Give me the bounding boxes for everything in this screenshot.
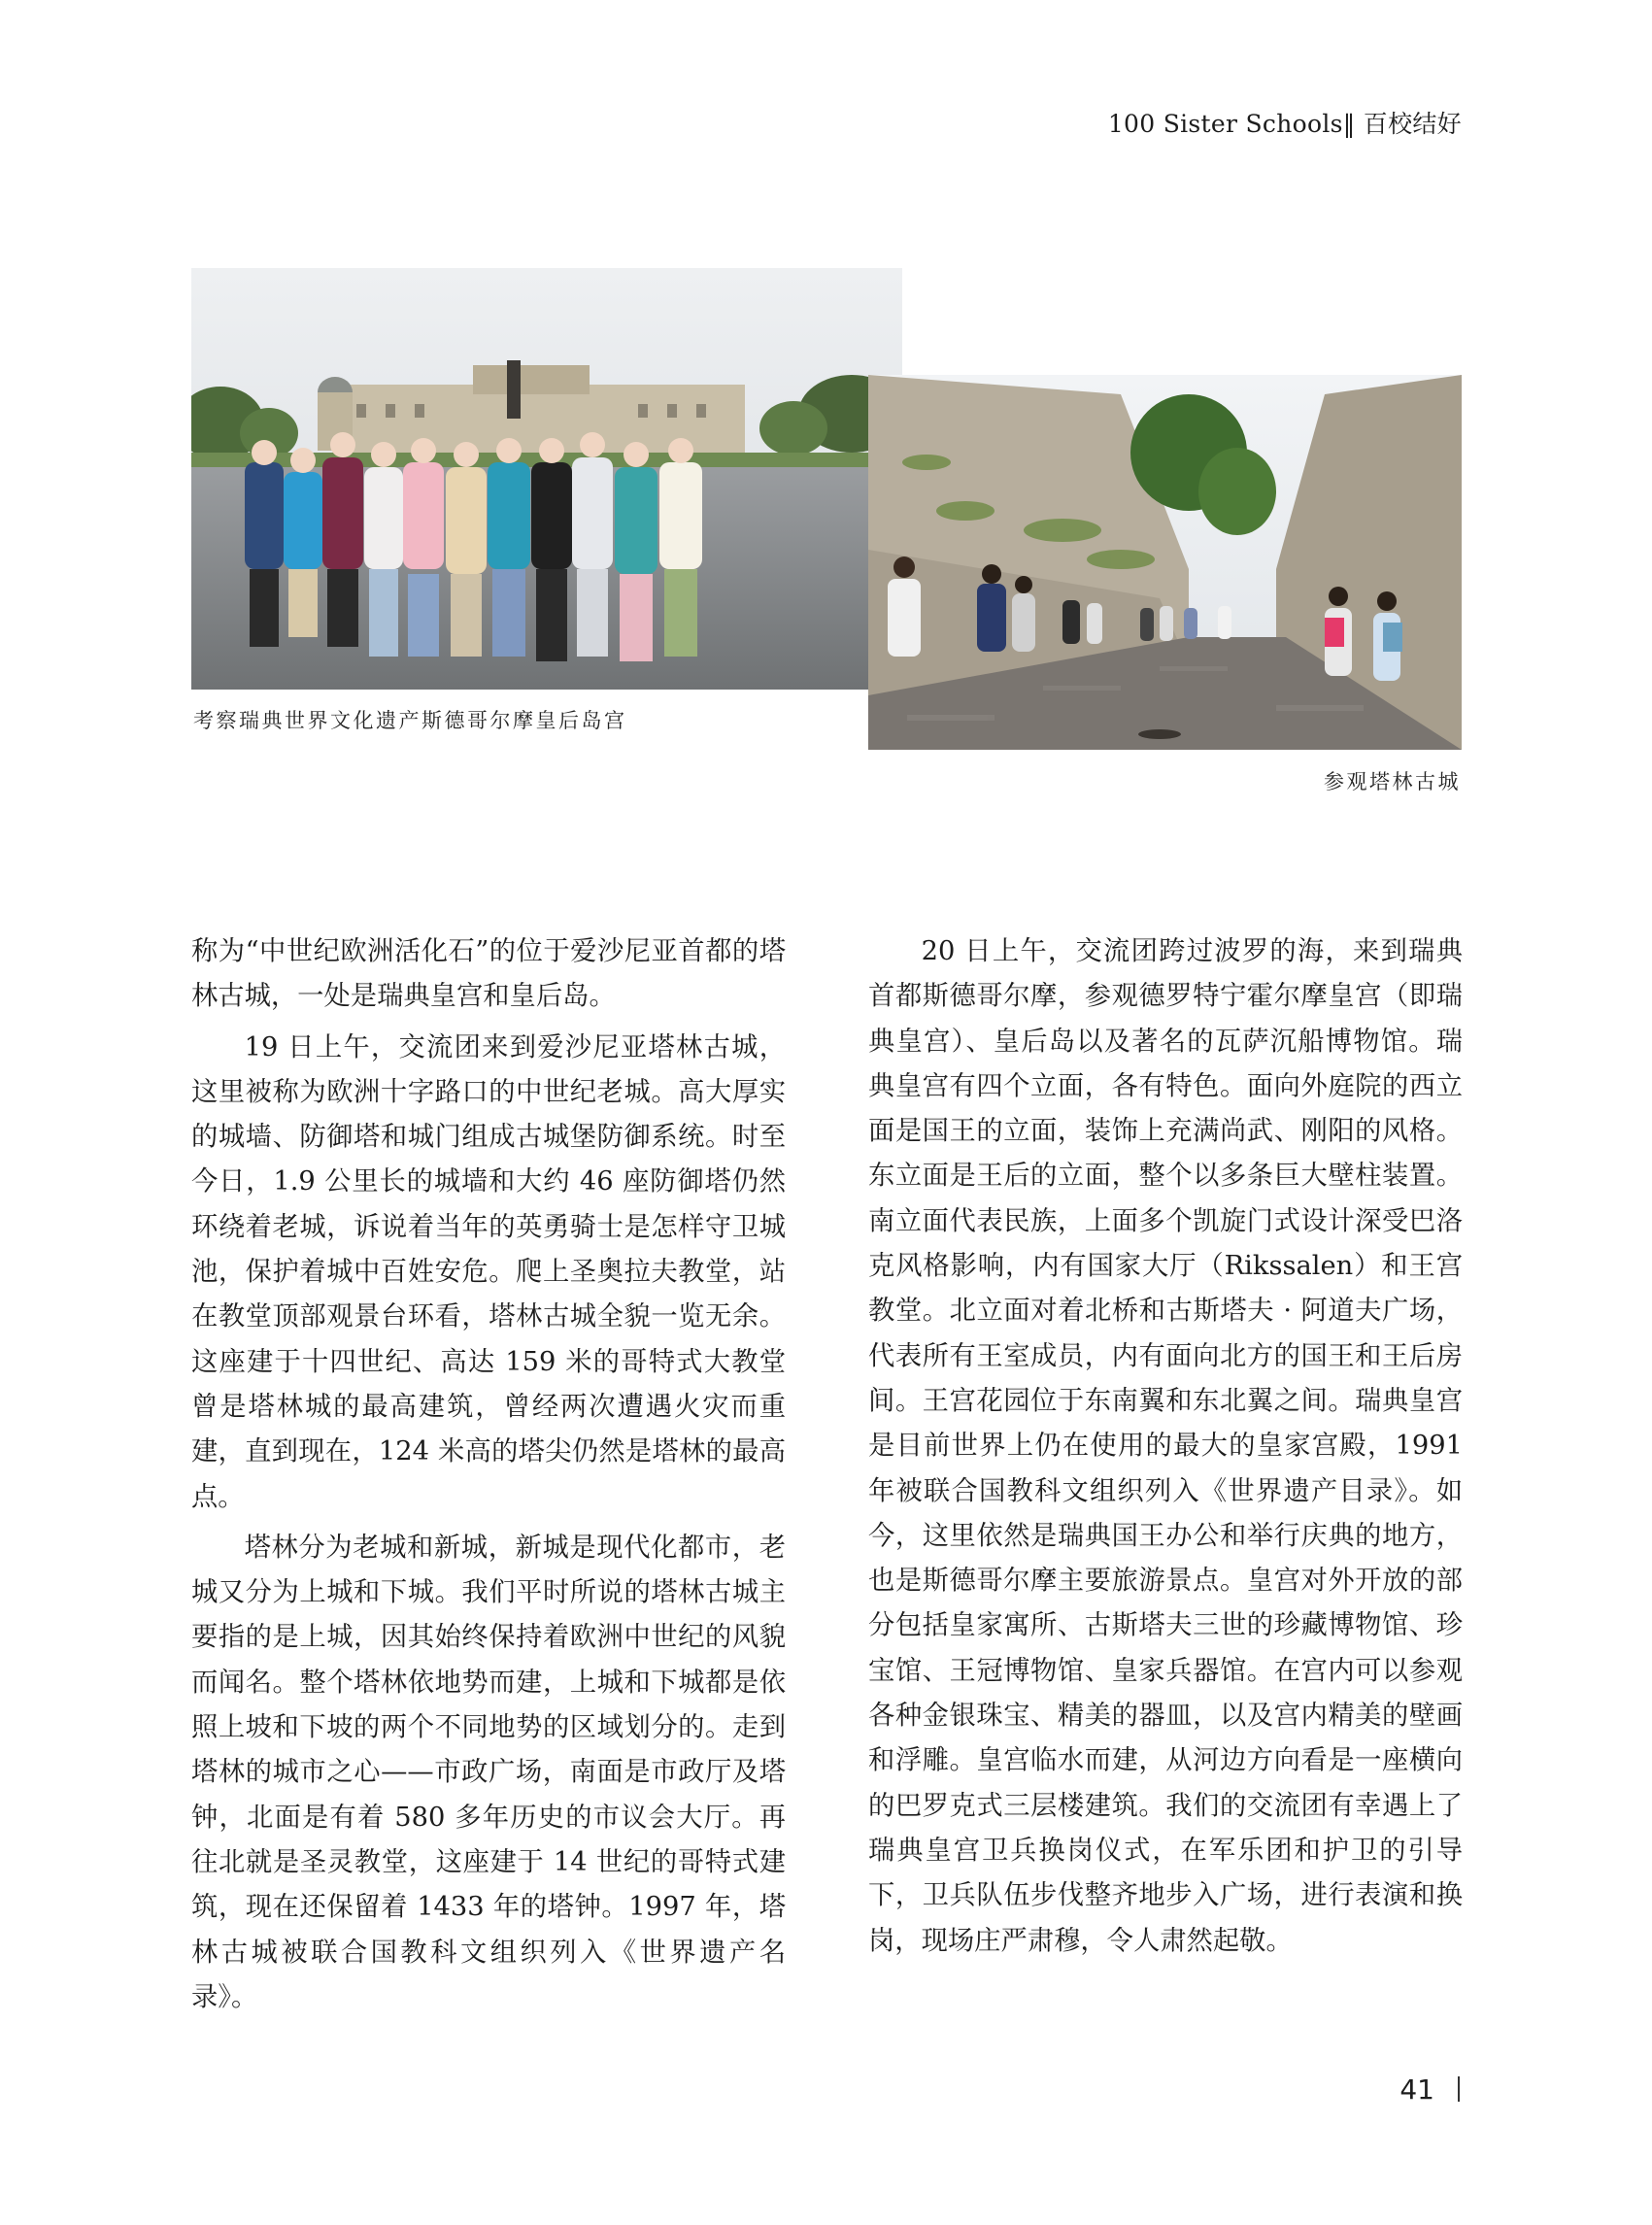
paragraph: 塔林分为老城和新城，新城是现代化都市，老城又分为上城和下城。我们平时所说的塔林古城主要指的是上城，因其始终保持着欧洲中世纪的风貌而闻名。整个塔林依地势而建，上城和下城都是依照上坡和下坡的两个不同地势的区域划分的。走到塔林的城市之心——市政广场，南面是市政厅及塔钟，北面是有着 580 多年历史的市议会大厅。再往北就是圣灵教堂，这座建于 14 世纪的哥特式建筑，现在还保留着 1433 年的塔钟。1997 年，塔林古城被联合国教科文组织列入《世界遗产名录》。 <box>191 1532 786 2012</box>
article-column-left <box>191 929 786 2026</box>
old-town-wall-street-photo-icon <box>868 375 1462 750</box>
running-header: 100 Sister Schools‖ 百校结好 <box>1107 110 1462 138</box>
paragraph: 20 日上午，交流团跨过波罗的海，来到瑞典首都斯德哥尔摩，参观德罗特宁霍尔摩皇宫（即瑞典皇宫）、皇后岛以及著名的瓦萨沉船博物馆。瑞典皇宫有四个立面，各有特色。面向外庭院的西立面是国王的立面，装饰上充满尚武、刚阳的风格。东立面是王后的立面，整个以多条巨大壁柱装置。南立面代表民族，上面多个凯旋门式设计深受巴洛克风格影响，内有国家大厅（Rikssalen）和王宫教堂。北立面对着北桥和古斯塔夫 · 阿道夫广场，代表所有王室成员，内有面向北方的国王和王后房间。王宫花园位于东南翼和东北翼之间。瑞典皇宫是目前世界上仍在使用的最大的皇家宫殿，1991 年被联合国教科文组织列入《世界遗产目录》。如今，这里依然是瑞典国王办公和举行庆典的地方，也是斯德哥尔摩主要旅游景点。皇宫对外开放的部分包括皇家寓所、古斯塔夫三世的珍藏博物馆、珍宝馆、王冠博物馆、皇家兵器馆。在宫内可以参观各种金银珠宝、精美的器皿，以及宫内精美的壁画和浮雕。皇宫临水而建，从河边方向看是一座横向的巴罗克式三层楼建筑。我们的交流团有幸遇上了瑞典皇宫卫兵换岗仪式，在军乐团和护卫的引导下，卫兵队伍步伐整齐地步入广场，进行表演和换岗，现场庄严肃穆，令人肃然起敬。 <box>868 936 1463 1956</box>
photo-caption-old-town: 参观塔林古城 <box>1324 770 1461 793</box>
paragraph: 称为“中世纪欧洲活化石”的位于爱沙尼亚首都的塔林古城，一处是瑞典皇宫和皇后岛。 <box>191 936 786 1012</box>
paragraph: 19 日上午，交流团来到爱沙尼亚塔林古城，这里被称为欧洲十字路口的中世纪老城。高大厚实的城墙、防御塔和城门组成古城堡防御系统。时至今日，1.9 公里长的城墙和大约 46 座防御塔仍然环绕着老城，诉说着当年的英勇骑士是怎样守卫城池，保护着城中百姓安危。爬上圣奥拉夫教堂，站在教堂顶部观景台环看，塔林古城全貌一览无余。这座建于十四世纪、高达 159 米的哥特式大教堂曾是塔林城的最高建筑，曾经两次遭遇火灾而重建，直到现在，124 米高的塔尖仍然是塔林的最高点。 <box>191 1031 786 1512</box>
page-number: 41 <box>1399 2073 1434 2106</box>
group-photo-palace-icon <box>191 268 902 690</box>
article-column-right <box>868 929 1463 1970</box>
photo-caption-palace: 考察瑞典世界文化遗产斯德哥尔摩皇后岛宫 <box>193 709 627 732</box>
page-number-divider <box>1458 2076 1460 2102</box>
